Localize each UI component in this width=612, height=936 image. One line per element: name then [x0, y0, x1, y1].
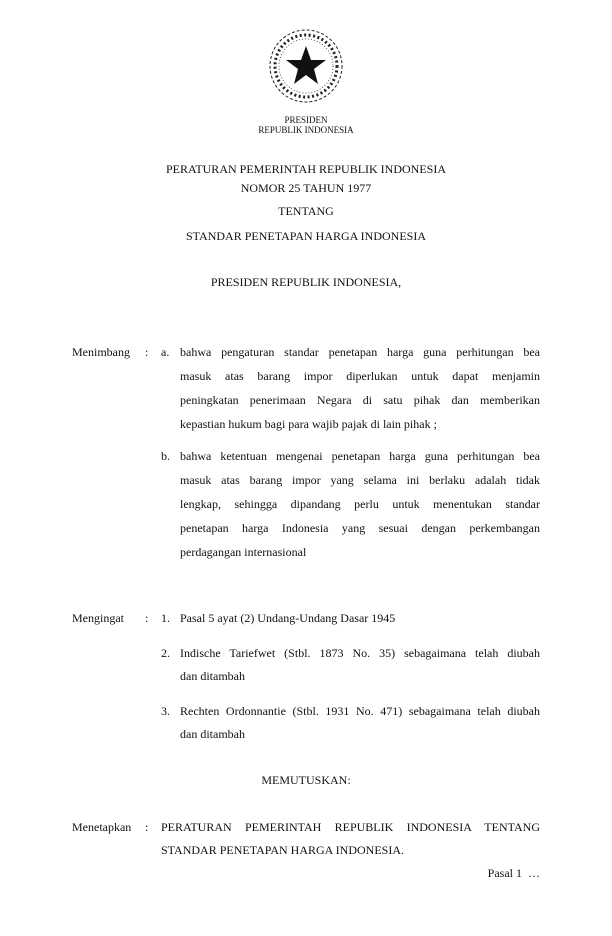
menetapkan-line: PERATURAN PEMERINTAH REPUBLIK INDONESIA TENTANG — [161, 820, 540, 834]
item-marker: 1. — [161, 611, 170, 625]
item-marker: b. — [161, 449, 170, 463]
item-marker: 3. — [161, 704, 170, 718]
menetapkan-colon: : — [145, 820, 149, 834]
mengingat-label: Mengingat — [72, 611, 124, 625]
item-line: dan ditambah — [180, 669, 245, 683]
item-line: masuk atas barang impor diperlukan untuk dapat menjamin — [180, 369, 540, 383]
presidential-emblem-icon — [266, 26, 346, 106]
header-presiden: PRESIDEN — [284, 115, 328, 125]
item-line: Rechten Ordonnantie (Stbl. 1931 No. 471) sebagaimana telah diubah — [180, 704, 540, 718]
item-line: masuk atas barang impor yang selama ini berlaku adalah tidak — [180, 473, 540, 487]
title-line-4: STANDAR PENETAPAN HARGA INDONESIA — [186, 229, 426, 243]
menimbang-colon: : — [145, 345, 149, 359]
item-line: peningkatan penerimaan Negara di satu pihak dan memberikan — [180, 393, 540, 407]
item-line: bahwa pengaturan standar penetapan harga guna perhitungan bea — [180, 345, 540, 359]
item-marker: a. — [161, 345, 170, 359]
item-line: bahwa ketentuan mengenai penetapan harga guna perhitungan bea — [180, 449, 540, 463]
item-line: lengkap, sehingga dipandang perlu untuk menentukan standar — [180, 497, 540, 511]
item-line: penetapan harga Indonesia yang sesuai dengan perkembangan — [180, 521, 540, 535]
item-line: dan ditambah — [180, 727, 245, 741]
preamble: PRESIDEN REPUBLIK INDONESIA, — [210, 275, 402, 289]
menetapkan-label: Menetapkan — [72, 820, 132, 834]
item-line: Pasal 5 ayat (2) Undang-Undang Dasar 1945 — [180, 611, 396, 625]
item-line: kepastian hukum bagi para wajib pajak di lain pihak ; — [180, 417, 437, 431]
item-marker: 2. — [161, 646, 170, 660]
menimbang-label: Menimbang — [72, 345, 130, 359]
item-line: perdagangan internasional — [180, 545, 307, 559]
title-line-2: NOMOR 25 TAHUN 1977 — [240, 181, 372, 195]
memutuskan-heading: MEMUTUSKAN: — [261, 773, 351, 787]
header-republik-indonesia: REPUBLIK INDONESIA — [258, 125, 354, 135]
menetapkan-line: STANDAR PENETAPAN HARGA INDONESIA. — [161, 843, 404, 857]
item-line: Indische Tariefwet (Stbl. 1873 No. 35) sebagaimana telah diubah — [180, 646, 540, 660]
title-line-1: PERATURAN PEMERINTAH REPUBLIK INDONESIA — [165, 162, 447, 176]
continuation-marker: Pasal 1 … — [487, 866, 540, 880]
title-line-3: TENTANG — [278, 204, 334, 218]
mengingat-colon: : — [145, 611, 149, 625]
